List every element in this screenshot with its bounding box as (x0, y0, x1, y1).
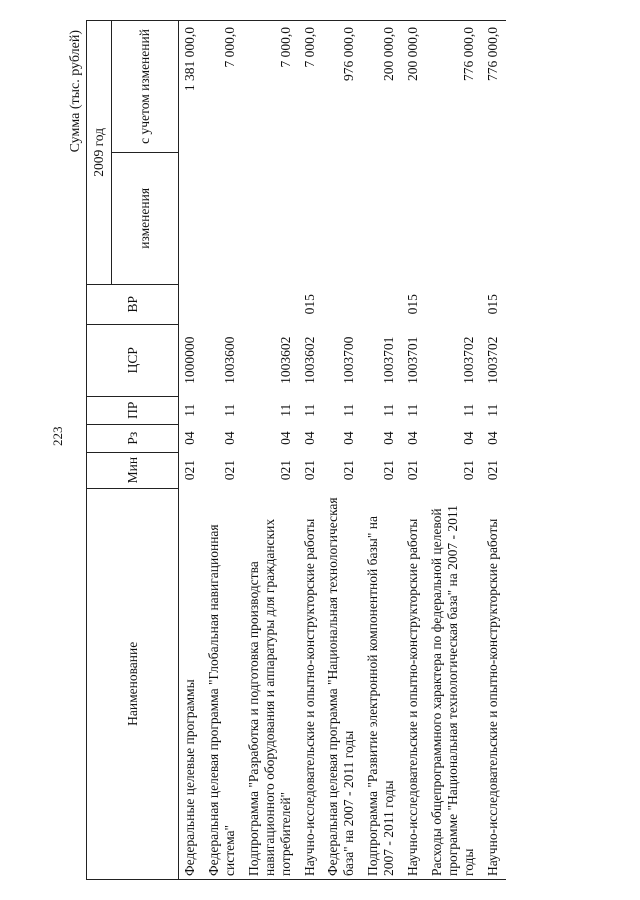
row-min: 021 (341, 460, 357, 481)
row-min: 021 (277, 460, 293, 481)
row-min: 021 (405, 460, 421, 481)
table-row (402, 21, 426, 880)
row-total: 200 000,0 (362, 21, 402, 153)
row-name: Федеральная целевая программа "Глобальная навигационная система" (203, 488, 243, 879)
table-body (179, 21, 506, 880)
row-pr: 11 (301, 403, 317, 417)
row-rz: 04 (484, 431, 500, 445)
row-rz: 04 (182, 431, 197, 445)
row-name: Подпрограмма "Разработка и подготовка производства навигационного оборудования и аппаратуры для гражданских потребителей" (243, 488, 299, 879)
unit-label: Сумма (тыс. рублей) (68, 30, 83, 153)
table-row (426, 21, 482, 880)
header-pr: ПР (87, 396, 179, 424)
table-row (299, 21, 323, 880)
row-changes (243, 152, 299, 284)
row-pr: 11 (182, 403, 197, 417)
row-vr: 015 (484, 294, 500, 315)
row-vr (362, 284, 402, 324)
row-total: 776 000,0 (426, 21, 482, 153)
row-pr: 11 (405, 403, 421, 417)
table-row (179, 21, 203, 880)
row-pr: 11 (221, 403, 237, 417)
row-name: Федеральная целевая программа "Национальная технологическая база" на 2007 - 2011 годы (322, 488, 362, 879)
row-vr (243, 284, 299, 324)
row-changes (402, 152, 426, 284)
row-vr (179, 284, 203, 324)
row-total: 976 000,0 (322, 21, 362, 153)
header-year: 2009 год (87, 21, 112, 285)
row-changes (299, 152, 323, 284)
rotated-table-container (70, 20, 590, 880)
header-min: Мин (87, 452, 179, 488)
row-vr (203, 284, 243, 324)
table-row (243, 21, 299, 880)
row-rz: 04 (277, 431, 293, 445)
row-total: 776 000,0 (482, 21, 506, 153)
row-rz: 04 (341, 431, 357, 445)
row-total: 1 381 000,0 (179, 21, 203, 153)
row-min: 021 (484, 460, 500, 481)
table-row (203, 21, 243, 880)
row-csr: 1003600 (221, 336, 237, 384)
row-pr: 11 (341, 403, 357, 417)
row-csr: 1003702 (484, 336, 500, 384)
row-rz: 04 (221, 431, 237, 445)
row-csr: 1003700 (341, 336, 357, 384)
table-header (87, 21, 179, 880)
row-vr (426, 284, 482, 324)
row-name: Научно-исследовательские и опытно-конструкторские работы (402, 488, 426, 879)
row-name: Расходы общепрограммного характера по федеральной целевой программе "Национальная технологическая база" на 2007 - 2011 годы (426, 488, 482, 879)
header-csr: ЦСР (87, 324, 179, 396)
row-name: Подпрограмма "Развитие электронной компонентной базы" на 2007 - 2011 годы (362, 488, 402, 879)
row-pr: 11 (277, 403, 293, 417)
row-changes (179, 152, 203, 284)
row-csr: 1003602 (301, 336, 317, 384)
row-pr: 11 (460, 403, 476, 417)
row-name: Федеральные целевые программы (179, 488, 203, 879)
table-row (322, 21, 362, 880)
row-vr: 015 (405, 294, 421, 315)
row-min: 021 (381, 460, 397, 481)
row-changes (322, 152, 362, 284)
table-row (482, 21, 506, 880)
row-changes (362, 152, 402, 284)
row-rz: 04 (301, 431, 317, 445)
row-total: 7 000,0 (243, 21, 299, 153)
row-min: 021 (301, 460, 317, 481)
row-vr (322, 284, 362, 324)
row-name: Научно-исследовательские и опытно-конструкторские работы (299, 488, 323, 879)
row-min: 021 (182, 460, 197, 481)
row-csr: 1000000 (182, 336, 197, 384)
table-row (362, 21, 402, 880)
row-rz: 04 (405, 431, 421, 445)
page-number: 223 (50, 426, 65, 446)
header-with-changes: с учетом изменений (112, 21, 179, 153)
header-vr: ВР (87, 284, 179, 324)
row-name: Научно-исследовательские и опытно-конструкторские работы (482, 488, 506, 879)
row-changes (203, 152, 243, 284)
row-changes (482, 152, 506, 284)
row-rz: 04 (381, 431, 397, 445)
row-csr: 1003701 (381, 336, 397, 384)
row-min: 021 (221, 460, 237, 481)
row-changes (426, 152, 482, 284)
row-csr: 1003701 (405, 336, 421, 384)
row-pr: 11 (381, 403, 397, 417)
row-total: 7 000,0 (299, 21, 323, 153)
row-csr: 1003702 (460, 336, 476, 384)
header-rz: Рз (87, 424, 179, 452)
row-pr: 11 (484, 403, 500, 417)
row-vr: 015 (301, 294, 317, 315)
header-changes: изменения (112, 152, 179, 284)
row-min: 021 (460, 460, 476, 481)
row-total: 7 000,0 (203, 21, 243, 153)
row-rz: 04 (460, 431, 476, 445)
budget-table (86, 20, 506, 880)
row-csr: 1003602 (277, 336, 293, 384)
row-total: 200 000,0 (402, 21, 426, 153)
header-name: Наименование (87, 488, 179, 879)
